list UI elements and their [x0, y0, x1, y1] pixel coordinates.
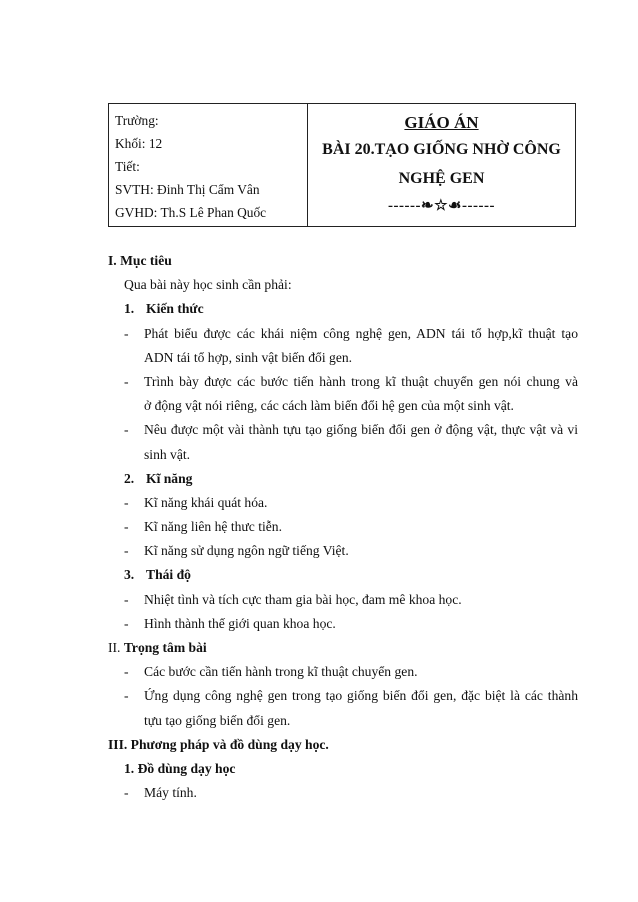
- list-item-continuation: ở động vật nói riêng, các cách làm biến đổi hệ gen của một sinh vật.: [144, 398, 514, 414]
- section-1-title: I. Mục tiêu: [108, 253, 172, 268]
- school-field: Trường:: [115, 113, 159, 128]
- subsection-number: 2.: [124, 470, 135, 486]
- lesson-content: [108, 249, 578, 805]
- list-item-continuation: sinh vật.: [144, 446, 191, 462]
- list-item: [108, 660, 578, 684]
- list-item: [108, 515, 578, 539]
- list-item-text: Các bước cần tiến hành trong kĩ thuật chuyển gen.: [144, 664, 418, 680]
- student-teacher-field: SVTH: Đinh Thị Cẩm Vân: [115, 182, 260, 197]
- list-item-text: Ứng dụng công nghệ gen trong tạo giống biến đổi gen, đặc biệt là các thành: [144, 688, 578, 704]
- bullet-dash: -: [124, 519, 129, 535]
- bullet-dash: -: [124, 785, 129, 801]
- list-item: [108, 684, 578, 708]
- list-item-continuation: ADN tái tổ hợp, sinh vật biến đổi gen.: [144, 349, 353, 365]
- subsection-attitude-title: [108, 563, 578, 587]
- subsection-knowledge-title: [108, 297, 578, 321]
- list-item: [108, 588, 578, 612]
- list-item-text: Hình thành thế giới quan khoa học.: [144, 615, 336, 631]
- list-item-text: Nêu được một vài thành tựu tạo giống biến đổi gen ở động vật, thực vật và vi: [144, 422, 578, 438]
- list-item: [108, 491, 578, 515]
- grade-field: Khối: 12: [115, 136, 163, 151]
- bullet-dash: -: [124, 494, 129, 510]
- list-item: [108, 539, 578, 563]
- bullet-dash: -: [124, 664, 129, 680]
- subsection-skills-title: [108, 467, 578, 491]
- bullet-dash: -: [124, 325, 129, 341]
- list-item-text: Nhiệt tình và tích cực tham gia bài học, đam mê khoa học.: [144, 591, 462, 607]
- list-item-text: Trình bày được các bước tiến hành trong kĩ thuật chuyển gen nói chung và: [144, 373, 578, 389]
- subsection-label: Kĩ năng: [146, 470, 193, 486]
- list-item: [108, 781, 578, 805]
- subsection-number: 3.: [124, 567, 135, 583]
- header-title-cell: [308, 104, 575, 226]
- lesson-title-line1: BÀI 20.TẠO GIỐNG NHỜ CÔNG: [322, 141, 561, 158]
- list-item-text: Kĩ năng liên hệ thưc tiễn.: [144, 519, 282, 535]
- subsection-number: 1.: [124, 301, 135, 317]
- ornament-divider: ------❧☆☙------: [388, 198, 495, 214]
- bullet-dash: -: [124, 543, 129, 559]
- list-item: [108, 612, 578, 636]
- bullet-dash: -: [124, 373, 129, 389]
- document-title: GIÁO ÁN: [404, 113, 479, 132]
- subsection-label: Thái độ: [146, 567, 191, 583]
- supervisor-field: GVHD: Th.S Lê Phan Quốc: [115, 205, 267, 220]
- section-3-title: III. Phương pháp và đồ dùng dạy học.: [108, 736, 329, 752]
- bullet-dash: -: [124, 422, 129, 438]
- section-label: Trọng tâm bài: [123, 640, 207, 655]
- list-item-continuation: tựu tạo giống biến đổi gen.: [144, 712, 291, 728]
- lesson-title-line2: NGHỆ GEN: [398, 170, 485, 187]
- list-item: [108, 370, 578, 394]
- subsection-materials-title: 1. Đồ dùng dạy học: [124, 760, 236, 776]
- list-item: [108, 418, 578, 442]
- section-1-intro: Qua bài này học sinh cần phải:: [124, 277, 292, 293]
- section-number: II.: [108, 640, 121, 655]
- lesson-header-table: [108, 103, 576, 227]
- period-field: Tiết:: [115, 159, 140, 174]
- header-info-cell: [109, 104, 308, 226]
- bullet-dash: -: [124, 688, 129, 704]
- section-2-title: [108, 636, 578, 660]
- bullet-dash: -: [124, 615, 129, 631]
- list-item-text: Phát biểu được các khái niệm công nghệ gen, ADN tái tổ hợp,kĩ thuật tạo: [144, 325, 578, 341]
- list-item-text: Kĩ năng khái quát hóa.: [144, 494, 268, 510]
- bullet-dash: -: [124, 591, 129, 607]
- list-item-text: Kĩ năng sử dụng ngôn ngữ tiếng Việt.: [144, 543, 349, 559]
- subsection-label: Kiến thức: [146, 301, 204, 317]
- list-item-text: Máy tính.: [144, 785, 197, 801]
- list-item: [108, 322, 578, 346]
